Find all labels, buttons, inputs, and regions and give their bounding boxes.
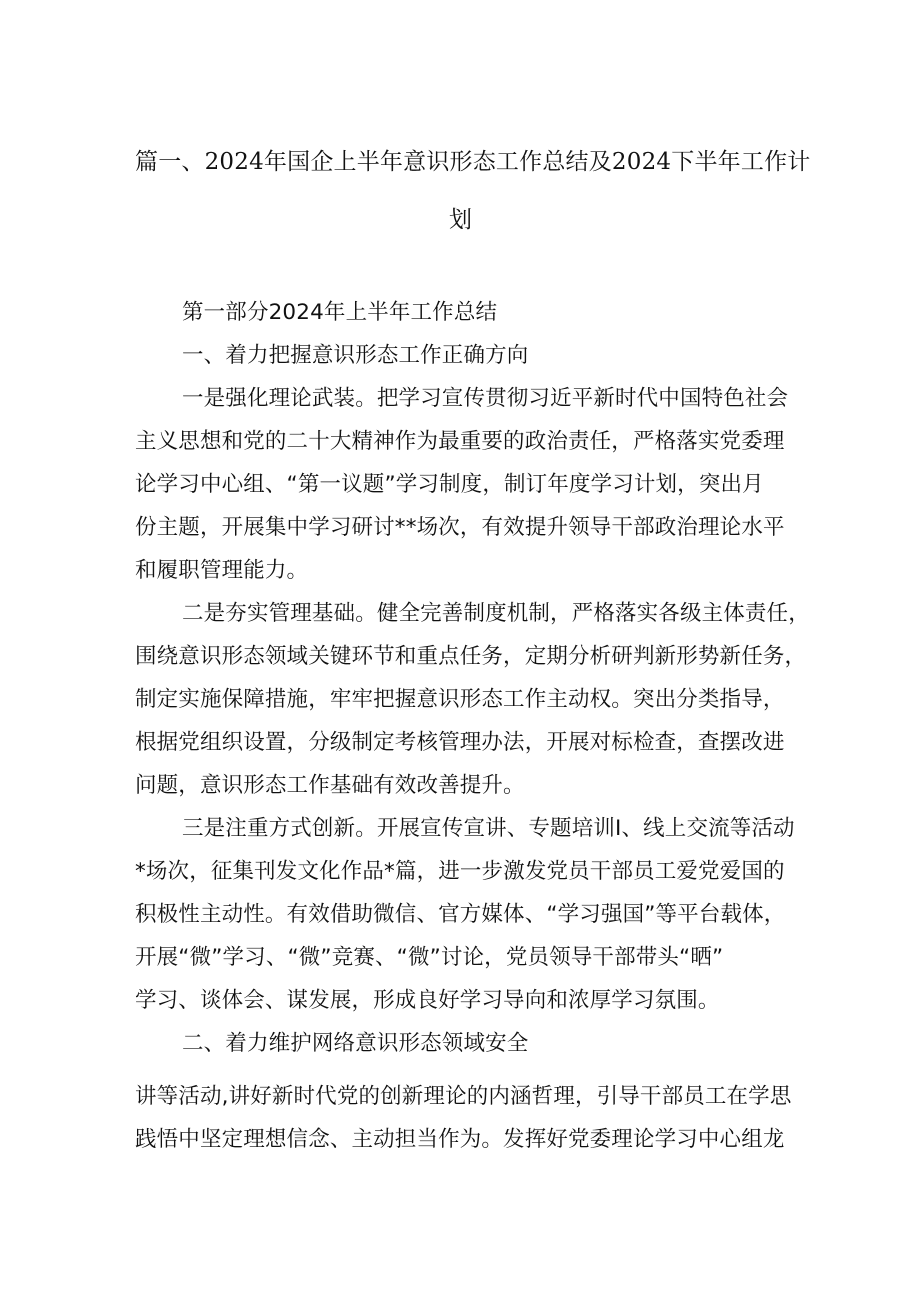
paragraph-line: 学习、谈体会、谋发展，形成良好学习导向和浓厚学习氛围。	[135, 988, 720, 1013]
document-title-line-2: 划	[449, 207, 473, 233]
paragraph-line: 论学习中心组、“第一议题”学习制度，制订年度学习计划，突出月	[135, 472, 764, 497]
paragraph-line: 制定实施保障措施，牢牢把握意识形态工作主动权。突出分类指导，	[135, 687, 785, 712]
section-heading-1: 一、着力把握意识形态工作正确方向	[182, 343, 529, 368]
paragraph-line: 围绕意识形态领域关键环节和重点任务，定期分析研判新形势新任务，	[135, 644, 807, 669]
paragraph-line: *场次，征集刊发文化作品*篇，进一步激发党员干部员工爱党爱国的	[135, 859, 785, 884]
paragraph-line: 践悟中坚定理想信念、主动担当作为。发挥好党委理论学习中心组龙	[135, 1127, 785, 1152]
paragraph-line: 积极性主动性。有效借助微信、官方媒体、“学习强国”等平台载体，	[135, 902, 786, 927]
section-heading-2: 二、着力维护网络意识形态领域安全	[182, 1031, 529, 1056]
paragraph-line: 份主题，开展集中学习研讨**场次，有效提升领导干部政治理论水平	[135, 515, 785, 540]
paragraph-line: 一是强化理论武装。把学习宣传贯彻习近平新时代中国特色社会	[182, 386, 789, 411]
paragraph-line: 主义思想和党的二十大精神作为最重要的政治责任，严格落实党委理	[135, 429, 785, 454]
paragraph-line: 三是注重方式创新。开展宣传宣讲、专题培训I、线上交流等活动	[182, 816, 795, 841]
document-title-line-1: 篇一、2024年国企上半年意识形态工作总结及2024下半年工作计	[135, 149, 811, 175]
section-heading-part-one: 第一部分2024年上半年工作总结	[182, 300, 498, 325]
paragraph-line: 根据党组织设置，分级制定考核管理办法，开展对标检查，查摆改进	[135, 730, 785, 755]
paragraph-line: 和履职管理能力。	[135, 558, 309, 583]
paragraph-line: 开展“微”学习、“微”竞赛、“微”讨论，党员领导干部带头“晒”	[135, 945, 724, 970]
paragraph-line: 问题，意识形态工作基础有效改善提升。	[135, 773, 525, 798]
paragraph-line: 二是夯实管理基础。健全完善制度机制，严格落实各级主体责任，	[182, 601, 810, 626]
paragraph-line: 讲等活动,讲好新时代党的创新理论的内涵哲理，引导干部员工在学思	[135, 1084, 792, 1109]
